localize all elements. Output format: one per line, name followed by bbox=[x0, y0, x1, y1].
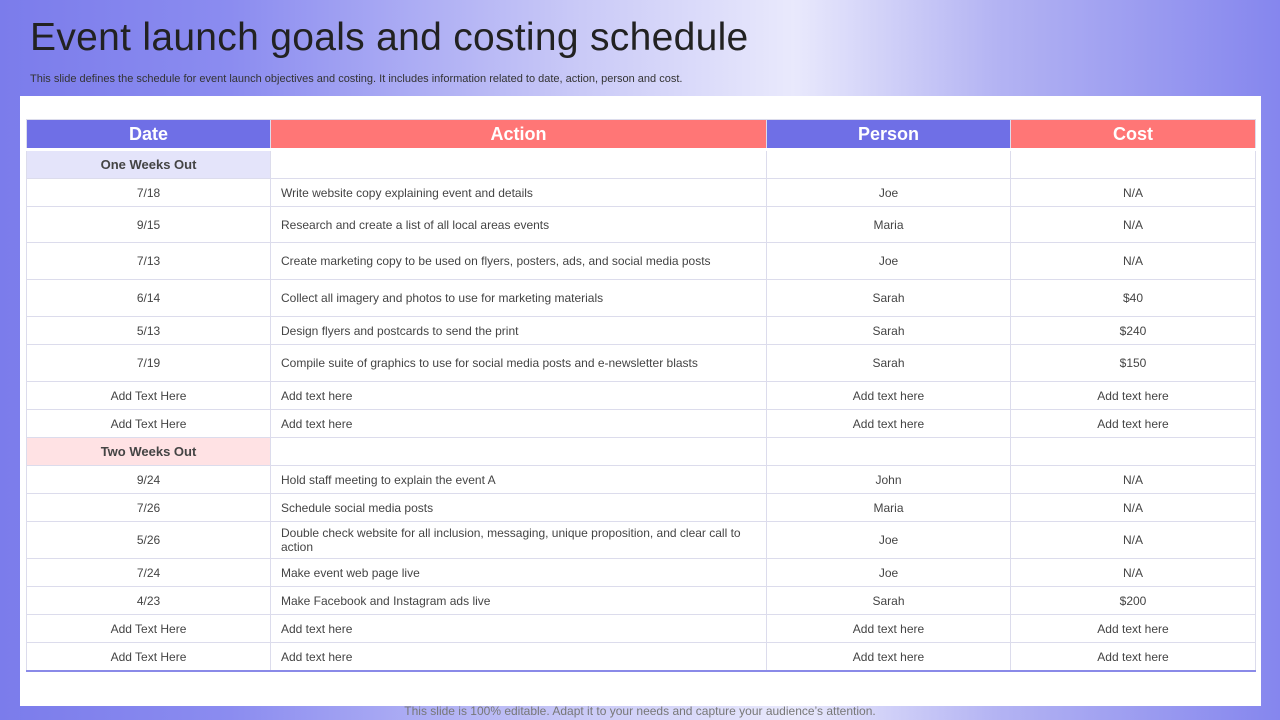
cost-cell: $150 bbox=[1011, 345, 1256, 382]
action-cell: Schedule social media posts bbox=[271, 494, 767, 522]
cost-cell: $200 bbox=[1011, 587, 1256, 615]
empty-cell bbox=[767, 150, 1011, 179]
action-cell: Write website copy explaining event and details bbox=[271, 179, 767, 207]
date-cell: 7/26 bbox=[27, 494, 271, 522]
action-cell: Add text here bbox=[271, 410, 767, 438]
person-cell: Joe bbox=[767, 243, 1011, 280]
cost-cell: N/A bbox=[1011, 559, 1256, 587]
table-row bbox=[27, 382, 1256, 410]
page-title: Event launch goals and costing schedule bbox=[30, 16, 749, 59]
date-cell: Add Text Here bbox=[27, 382, 271, 410]
header-person: Person bbox=[767, 120, 1011, 150]
date-cell: Add Text Here bbox=[27, 643, 271, 672]
action-cell: Double check website for all inclusion, messaging, unique proposition, and clear call to action bbox=[271, 522, 767, 559]
date-cell: 9/15 bbox=[27, 207, 271, 243]
table-row bbox=[27, 317, 1256, 345]
cost-cell: N/A bbox=[1011, 179, 1256, 207]
action-cell: Research and create a list of all local areas events bbox=[271, 207, 767, 243]
cost-cell: N/A bbox=[1011, 522, 1256, 559]
cost-cell: N/A bbox=[1011, 466, 1256, 494]
cost-cell: $240 bbox=[1011, 317, 1256, 345]
table-row bbox=[27, 494, 1256, 522]
header-cost: Cost bbox=[1011, 120, 1256, 150]
date-cell: 9/24 bbox=[27, 466, 271, 494]
date-cell: 7/24 bbox=[27, 559, 271, 587]
table-row bbox=[27, 615, 1256, 643]
date-cell: 7/18 bbox=[27, 179, 271, 207]
cost-cell: Add text here bbox=[1011, 643, 1256, 672]
table-row bbox=[27, 280, 1256, 317]
page-subtitle: This slide defines the schedule for event launch objectives and costing. It includes information related to date, action, person and cost. bbox=[30, 73, 683, 85]
action-cell: Make Facebook and Instagram ads live bbox=[271, 587, 767, 615]
schedule-table bbox=[26, 119, 1256, 672]
action-cell: Design flyers and postcards to send the print bbox=[271, 317, 767, 345]
section-label: Two Weeks Out bbox=[27, 438, 271, 466]
footer-note: This slide is 100% editable. Adapt it to your needs and capture your audience’s attention. bbox=[404, 704, 876, 718]
action-cell: Add text here bbox=[271, 615, 767, 643]
person-cell: Joe bbox=[767, 559, 1011, 587]
action-cell: Add text here bbox=[271, 643, 767, 672]
section-label: One Weeks Out bbox=[27, 150, 271, 179]
date-cell: 4/23 bbox=[27, 587, 271, 615]
table-card bbox=[20, 96, 1261, 706]
section-row-one-week bbox=[27, 150, 1256, 179]
date-cell: 7/19 bbox=[27, 345, 271, 382]
person-cell: Joe bbox=[767, 179, 1011, 207]
cost-cell: Add text here bbox=[1011, 410, 1256, 438]
person-cell: Sarah bbox=[767, 345, 1011, 382]
person-cell: Add text here bbox=[767, 643, 1011, 672]
cost-cell: N/A bbox=[1011, 207, 1256, 243]
date-cell: 7/13 bbox=[27, 243, 271, 280]
table-row bbox=[27, 179, 1256, 207]
section-row-two-weeks bbox=[27, 438, 1256, 466]
table-header-row bbox=[27, 120, 1256, 150]
empty-cell bbox=[1011, 438, 1256, 466]
cost-cell: N/A bbox=[1011, 494, 1256, 522]
date-cell: 5/26 bbox=[27, 522, 271, 559]
person-cell: Add text here bbox=[767, 382, 1011, 410]
action-cell: Make event web page live bbox=[271, 559, 767, 587]
person-cell: Add text here bbox=[767, 410, 1011, 438]
action-cell: Add text here bbox=[271, 382, 767, 410]
table-row bbox=[27, 559, 1256, 587]
date-cell: 6/14 bbox=[27, 280, 271, 317]
table-row bbox=[27, 410, 1256, 438]
date-cell: Add Text Here bbox=[27, 615, 271, 643]
header-date: Date bbox=[27, 120, 271, 150]
date-cell: Add Text Here bbox=[27, 410, 271, 438]
person-cell: Sarah bbox=[767, 587, 1011, 615]
person-cell: Add text here bbox=[767, 615, 1011, 643]
person-cell: Joe bbox=[767, 522, 1011, 559]
header-action: Action bbox=[271, 120, 767, 150]
table-row bbox=[27, 345, 1256, 382]
person-cell: John bbox=[767, 466, 1011, 494]
person-cell: Sarah bbox=[767, 280, 1011, 317]
action-cell: Create marketing copy to be used on flyers, posters, ads, and social media posts bbox=[271, 243, 767, 280]
table-row bbox=[27, 207, 1256, 243]
empty-cell bbox=[767, 438, 1011, 466]
empty-cell bbox=[271, 150, 767, 179]
cost-cell: Add text here bbox=[1011, 615, 1256, 643]
table-row bbox=[27, 243, 1256, 280]
action-cell: Compile suite of graphics to use for social media posts and e-newsletter blasts bbox=[271, 345, 767, 382]
empty-cell bbox=[271, 438, 767, 466]
person-cell: Maria bbox=[767, 207, 1011, 243]
cost-cell: $40 bbox=[1011, 280, 1256, 317]
person-cell: Maria bbox=[767, 494, 1011, 522]
table-row bbox=[27, 587, 1256, 615]
action-cell: Hold staff meeting to explain the event A bbox=[271, 466, 767, 494]
action-cell: Collect all imagery and photos to use for marketing materials bbox=[271, 280, 767, 317]
table-row bbox=[27, 643, 1256, 672]
cost-cell: Add text here bbox=[1011, 382, 1256, 410]
table-row bbox=[27, 522, 1256, 559]
cost-cell: N/A bbox=[1011, 243, 1256, 280]
person-cell: Sarah bbox=[767, 317, 1011, 345]
date-cell: 5/13 bbox=[27, 317, 271, 345]
table-row bbox=[27, 466, 1256, 494]
empty-cell bbox=[1011, 150, 1256, 179]
